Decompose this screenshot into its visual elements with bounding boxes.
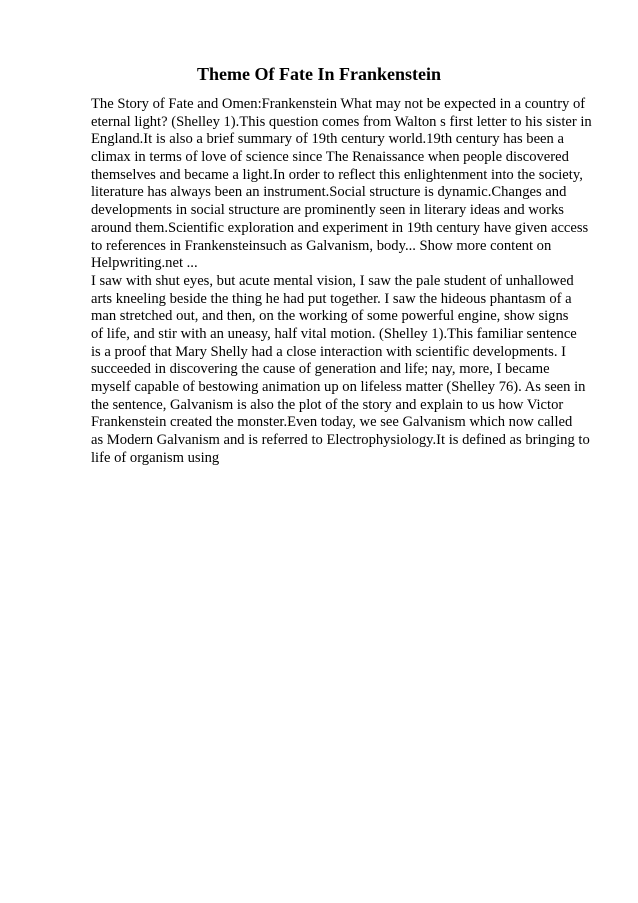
body-line: around them.Scientific exploration and experiment in 19th century have given access [91,219,589,236]
document-title: Theme Of Fate In Frankenstein [197,64,441,84]
body-line: man stretched out, and then, on the working of some powerful engine, show signs [91,308,569,325]
document-body [91,96,611,467]
body-line: The Story of Fate and Omen:Frankenstein What may not be expected in a country of [91,96,586,112]
body-line: to references in Frankensteinsuch as Galvanism, body... Show more content on [91,237,552,254]
body-line: literature has always been an instrument.Social structure is dynamic.Changes and [91,184,567,201]
body-line: England.It is also a brief summary of 19th century world.19th century has been a [91,131,564,148]
body-line: Frankenstein created the monster.Even today, we see Galvanism which now called [91,414,573,431]
body-line: eternal light? (Shelley 1).This question comes from Walton s first letter to his sister in [91,113,592,130]
body-line: is a proof that Mary Shelly had a close interaction with scientific developments. I [91,343,566,360]
body-line: developments in social structure are prominently seen in literary ideas and works [91,202,564,219]
body-line: arts kneeling beside the thing he had put together. I saw the hideous phantasm of a [91,290,572,307]
body-line: as Modern Galvanism and is referred to Electrophysiology.It is defined as bringing to [91,432,590,449]
body-line: myself capable of bestowing animation up on lifeless matter (Shelley 76). As seen in [91,379,586,395]
body-line: Helpwriting.net ... [91,255,198,272]
body-line: succeeded in discovering the cause of generation and life; nay, more, I became [91,361,550,378]
body-line: of life, and stir with an uneasy, half vital motion. (Shelley 1).This familiar sentence [91,325,577,342]
body-line: life of organism using [91,449,220,466]
body-line: the sentence, Galvanism is also the plot of the story and explain to us how Victor [91,396,564,413]
body-line: themselves and became a light.In order to reflect this enlightenment into the society, [91,166,583,183]
body-line: I saw with shut eyes, but acute mental vision, I saw the pale student of unhallowed [91,272,574,289]
body-line: climax in terms of love of science since The Renaissance when people discovered [91,149,569,166]
